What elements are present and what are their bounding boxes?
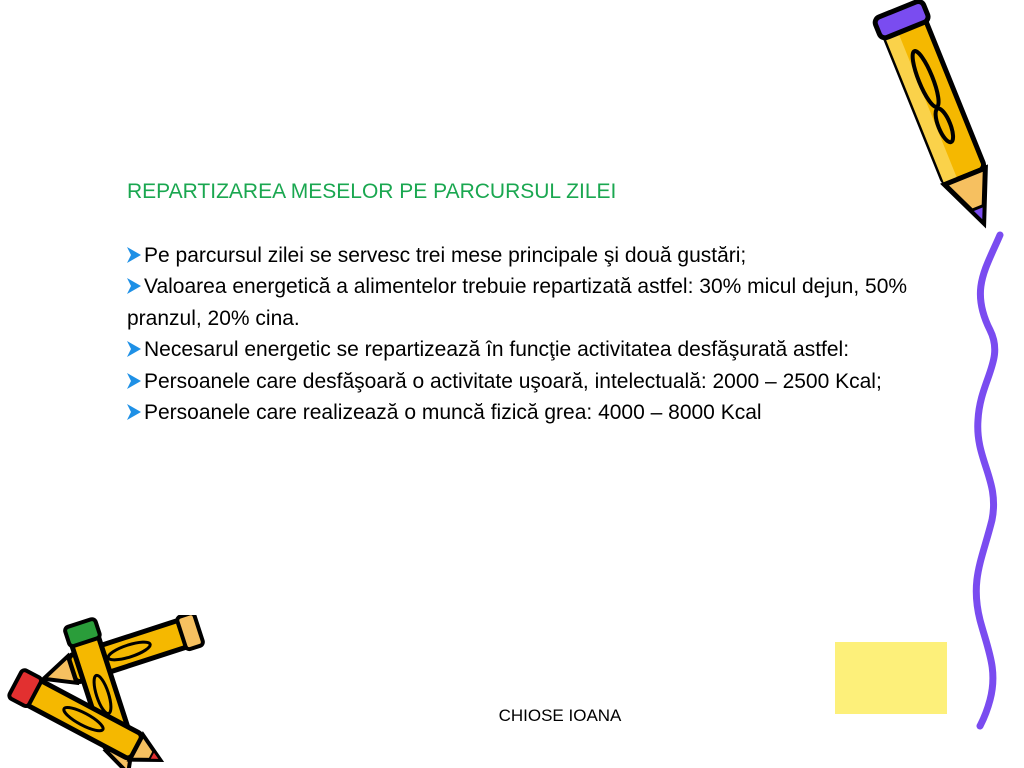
- bullet-item: [127, 240, 917, 272]
- bullet-text: Persoanele care desfăşoară o activitate uşoară, intelectuală: 2000 – 2500 Kcal;: [144, 369, 882, 393]
- slide-content: [127, 176, 917, 429]
- yellow-note-square: [835, 642, 947, 714]
- arrow-bullet-icon: [127, 404, 141, 420]
- bullet-list: [127, 240, 917, 429]
- bullet-item: [127, 334, 917, 366]
- arrow-bullet-icon: [127, 341, 141, 357]
- arrow-bullet-icon: [127, 373, 141, 389]
- arrow-bullet-icon: [127, 247, 141, 263]
- bullet-item: [127, 397, 917, 429]
- bullet-item: [127, 271, 917, 334]
- bullet-text: Pe parcursul zilei se servesc trei mese principale şi două gustări;: [144, 243, 747, 267]
- bullet-item: [127, 366, 917, 398]
- crossed-pencils-icon: [0, 615, 210, 768]
- footer-author: CHIOSE IOANA: [498, 706, 622, 725]
- bullet-text: Persoanele care realizează o muncă fizică grea: 4000 – 8000 Kcal: [144, 401, 762, 424]
- slide-title: REPARTIZAREA MESELOR PE PARCURSUL ZILEI: [127, 180, 617, 203]
- bullet-text: Necesarul energetic se repartizează în funcţie activitatea desfăşurată astfel:: [144, 338, 850, 361]
- squiggle-line-decoration: [960, 230, 1020, 730]
- bullet-text: Valoarea energetică a alimentelor trebuie repartizată astfel: 30% micul dejun, 50% pranzul, 20% cina.: [127, 275, 908, 330]
- arrow-bullet-icon: [127, 278, 141, 294]
